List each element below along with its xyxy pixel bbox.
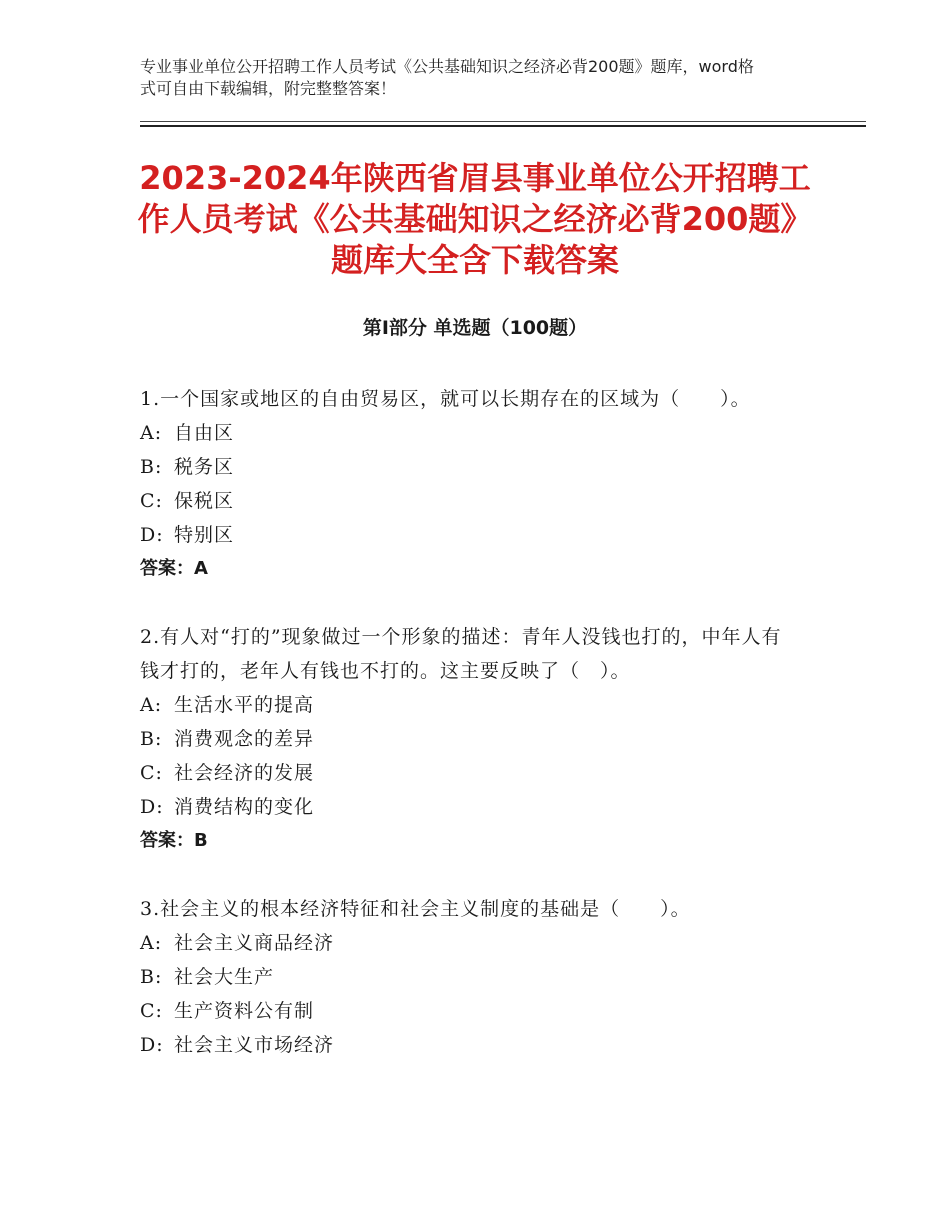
option-c bbox=[140, 756, 800, 790]
header-divider-thick bbox=[140, 125, 866, 127]
question-stem: 2.有人对“打的”现象做过一个形象的描述：青年人没钱也打的，中年人有钱才打的，老年人有钱也不打的。这主要反映了（ ）。 bbox=[140, 626, 782, 682]
option-letter: C: bbox=[140, 1000, 163, 1022]
option-d bbox=[140, 790, 800, 824]
option-letter: C: bbox=[140, 490, 163, 512]
option-letter: D: bbox=[140, 524, 164, 546]
option-a bbox=[140, 416, 800, 450]
option-letter: A: bbox=[140, 932, 163, 954]
document-title: 2023-2024年陕西省眉县事业单位公开招聘工作人员考试《公共基础知识之经济必背200题》题库大全含下载答案 bbox=[137, 159, 813, 279]
option-b bbox=[140, 722, 800, 756]
option-letter: D: bbox=[140, 796, 164, 818]
option-text: 社会经济的发展 bbox=[174, 762, 315, 784]
option-c bbox=[140, 994, 800, 1028]
option-a bbox=[140, 688, 800, 722]
question-3 bbox=[140, 892, 800, 1062]
question-1 bbox=[140, 382, 800, 586]
option-text: 消费观念的差异 bbox=[174, 728, 315, 750]
question-stem: 3.社会主义的根本经济特征和社会主义制度的基础是（ ）。 bbox=[140, 898, 691, 920]
option-text: 社会大生产 bbox=[174, 966, 275, 988]
question-list bbox=[140, 382, 800, 1096]
option-c bbox=[140, 484, 800, 518]
option-d bbox=[140, 518, 800, 552]
option-d bbox=[140, 1028, 800, 1062]
option-text: 生产资料公有制 bbox=[174, 1000, 315, 1022]
answer-label: 答案：A bbox=[140, 558, 208, 579]
option-text: 消费结构的变化 bbox=[174, 796, 315, 818]
question-2 bbox=[140, 620, 800, 858]
option-text: 生活水平的提高 bbox=[174, 694, 315, 716]
option-text: 自由区 bbox=[174, 422, 235, 444]
header-divider bbox=[140, 121, 866, 127]
header-note: 专业事业单位公开招聘工作人员考试《公共基础知识之经济必背200题》题库，word格式可自由下载编辑，附完整整答案！ bbox=[140, 57, 754, 98]
option-text: 社会主义市场经济 bbox=[174, 1034, 335, 1056]
option-a bbox=[140, 926, 800, 960]
option-b bbox=[140, 450, 800, 484]
option-letter: C: bbox=[140, 762, 163, 784]
header-divider-thin bbox=[140, 121, 866, 122]
option-letter: B: bbox=[140, 966, 163, 988]
option-text: 社会主义商品经济 bbox=[174, 932, 335, 954]
option-letter: A: bbox=[140, 694, 163, 716]
option-letter: A: bbox=[140, 422, 163, 444]
option-text: 特别区 bbox=[174, 524, 235, 546]
option-b bbox=[140, 960, 800, 994]
answer-label: 答案：B bbox=[140, 830, 208, 851]
option-letter: B: bbox=[140, 728, 163, 750]
question-stem: 1.一个国家或地区的自由贸易区，就可以长期存在的区域为（ ）。 bbox=[140, 388, 751, 410]
section-title: 第Ⅰ部分 单选题（100题） bbox=[362, 317, 588, 339]
option-text: 税务区 bbox=[174, 456, 235, 478]
option-letter: D: bbox=[140, 1034, 164, 1056]
option-letter: B: bbox=[140, 456, 163, 478]
option-text: 保税区 bbox=[174, 490, 235, 512]
